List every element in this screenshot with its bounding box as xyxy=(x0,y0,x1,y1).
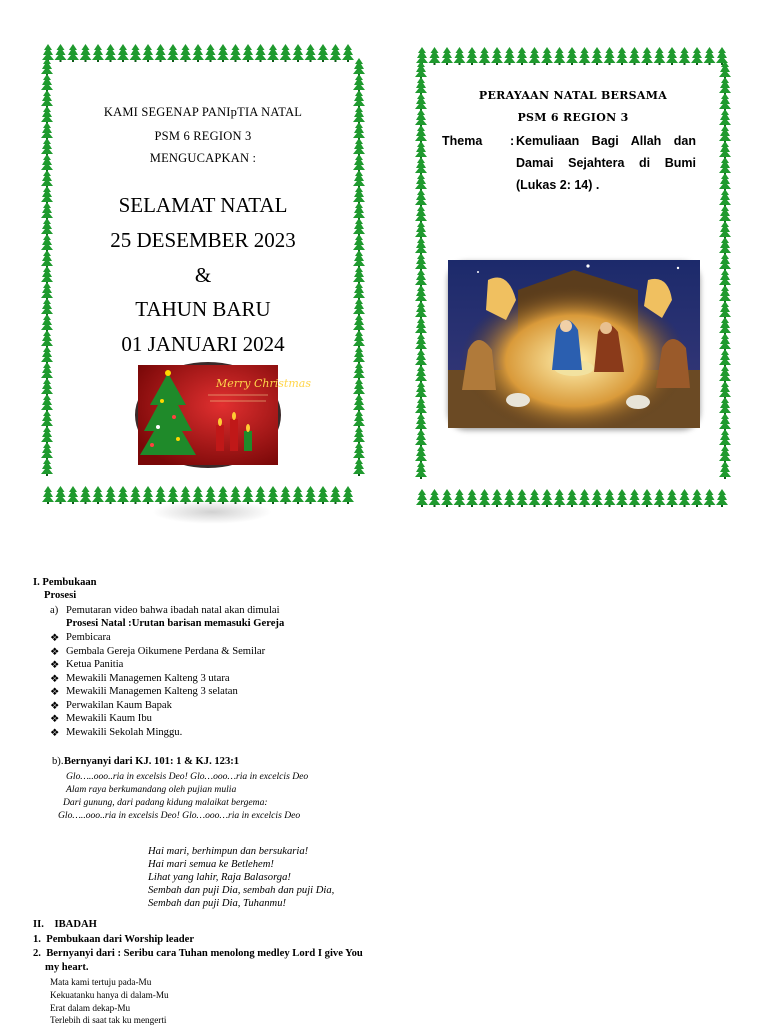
tree-icon xyxy=(719,157,731,175)
tree-icon xyxy=(529,489,541,507)
tree-icon xyxy=(719,413,731,431)
song2-line-4: Sembah dan puji Dia, sembah dan puji Dia, xyxy=(148,885,335,896)
tree-icon xyxy=(415,253,427,271)
tree-icon xyxy=(491,47,503,65)
svg-text:Merry Christmas: Merry Christmas xyxy=(216,377,311,390)
tree-icon xyxy=(716,489,728,507)
worship-item-2: 2. Bernyanyi dari : Seribu cara Tuhan menolong medley Lord I give You xyxy=(33,948,363,959)
procession-list-item: Gembala Gereja Oikumene Perdana & Semilar xyxy=(66,645,266,657)
tree-icon xyxy=(616,489,628,507)
tree-icon xyxy=(105,486,117,504)
tree-icon xyxy=(342,486,354,504)
tree-icon xyxy=(479,47,491,65)
tree-icon xyxy=(719,221,731,239)
tree-icon xyxy=(441,489,453,507)
tree-icon xyxy=(415,205,427,223)
tree-icon xyxy=(92,44,104,62)
tree-icon xyxy=(415,157,427,175)
tree-icon xyxy=(415,285,427,303)
tree-icon xyxy=(415,429,427,447)
tree-icon xyxy=(719,237,731,255)
tree-icon xyxy=(616,47,628,65)
tree-icon xyxy=(80,486,92,504)
theme-line-2: Damai Sejahtera di Bumi xyxy=(516,156,696,170)
tree-icon xyxy=(42,486,54,504)
tree-icon xyxy=(415,173,427,191)
event-title: PERAYAAN NATAL BERSAMA xyxy=(478,89,668,102)
tree-icon xyxy=(591,489,603,507)
tree-icon xyxy=(415,365,427,383)
bullet-icon: ❖ xyxy=(50,687,60,698)
tree-icon xyxy=(67,486,79,504)
theme-separator: : xyxy=(510,134,515,148)
tree-icon xyxy=(554,489,566,507)
tree-icon xyxy=(292,44,304,62)
tree-icon xyxy=(416,489,428,507)
bullet-icon: ❖ xyxy=(50,673,60,685)
tree-icon xyxy=(342,44,354,62)
tree-icon xyxy=(280,486,292,504)
tree-icon xyxy=(192,44,204,62)
tree-icon xyxy=(130,44,142,62)
theme-label: Thema xyxy=(442,134,483,148)
tree-icon xyxy=(719,269,731,287)
tree-icon xyxy=(55,44,67,62)
lyric-line-1: Mata kami tertuju pada-Mu xyxy=(50,977,152,987)
tree-icon xyxy=(516,47,528,65)
tree-icon xyxy=(415,269,427,287)
tree-icon xyxy=(429,489,441,507)
tree-icon xyxy=(691,47,703,65)
tree-icon xyxy=(292,486,304,504)
tree-icon xyxy=(579,489,591,507)
tree-icon xyxy=(466,47,478,65)
tree-icon xyxy=(415,61,427,79)
tree-icon xyxy=(719,285,731,303)
tree-icon xyxy=(719,205,731,223)
tree-icon xyxy=(719,333,731,351)
tree-icon xyxy=(604,489,616,507)
tree-icon xyxy=(719,317,731,335)
tree-icon xyxy=(719,61,731,79)
tree-icon xyxy=(719,397,731,415)
tree-icon xyxy=(92,486,104,504)
tree-icon xyxy=(317,486,329,504)
tree-icon xyxy=(591,47,603,65)
tree-icon xyxy=(666,489,678,507)
tree-icon xyxy=(105,44,117,62)
item-marker-a: a) xyxy=(50,605,59,616)
procession-list-item: Mewakili Managemen Kalteng 3 utara xyxy=(66,672,230,684)
worship-item-2-cont: my heart. xyxy=(45,962,89,973)
tree-icon xyxy=(353,394,365,412)
tree-icon xyxy=(704,489,716,507)
item-b-text: Bernyanyi dari KJ. 101: 1 & KJ. 123:1 xyxy=(64,756,240,767)
song1-line-3: Dari gunung, dari padang kidung malaikat bergema: xyxy=(63,797,268,808)
bullet-icon: ❖ xyxy=(50,714,60,725)
theme-line-1: Kemuliaan Bagi Allah dan xyxy=(516,134,696,148)
tree-icon xyxy=(415,301,427,319)
procession-list-item: Pembicara xyxy=(66,632,111,643)
tree-icon xyxy=(719,445,731,463)
procession-subheading: Prosesi xyxy=(44,590,77,601)
tree-icon xyxy=(504,489,516,507)
tree-icon xyxy=(167,44,179,62)
tree-icon xyxy=(353,410,365,428)
tree-icon xyxy=(529,47,541,65)
procession-list-item: Perwakilan Kaum Bapak xyxy=(66,699,172,711)
song2-line-5: Sembah dan puji Dia, Tuhanmu! xyxy=(148,898,287,909)
tree-icon xyxy=(654,489,666,507)
tree-icon xyxy=(217,44,229,62)
tree-icon xyxy=(466,489,478,507)
tree-icon xyxy=(719,429,731,447)
bullet-icon: ❖ xyxy=(50,700,60,712)
christmas-date: 25 DESEMBER 2023 xyxy=(110,228,296,252)
tree-icon xyxy=(255,44,267,62)
tree-icon xyxy=(415,125,427,143)
tree-icon xyxy=(155,44,167,62)
tree-icon xyxy=(142,44,154,62)
lyric-line-3: Erat dalam dekap-Mu xyxy=(50,1003,131,1013)
section-heading-opening: I. Pembukaan xyxy=(33,577,97,588)
tree-icon xyxy=(41,394,53,412)
tree-icon xyxy=(415,461,427,479)
tree-icon xyxy=(719,141,731,159)
tree-icon xyxy=(454,47,466,65)
tree-icon xyxy=(55,486,67,504)
tree-icon xyxy=(41,458,53,476)
lyric-line-4: Terlebih di saat tak ku mengerti xyxy=(50,1015,167,1025)
item-a-text: Pemutaran video bahwa ibadah natal akan dimulai xyxy=(66,605,280,616)
tree-icon xyxy=(415,413,427,431)
greeting-card-right xyxy=(414,45,732,507)
tree-icon xyxy=(679,489,691,507)
ampersand: & xyxy=(194,263,212,287)
new-year-date: 01 JANUARI 2024 xyxy=(121,332,285,356)
tree-icon xyxy=(554,47,566,65)
tree-icon xyxy=(719,173,731,191)
tree-icon xyxy=(353,362,365,380)
tree-icon xyxy=(719,349,731,367)
card-shadow xyxy=(152,500,272,524)
bullet-icon: ❖ xyxy=(50,633,60,644)
tree-icon xyxy=(704,47,716,65)
tree-icon xyxy=(541,489,553,507)
tree-icon xyxy=(629,47,641,65)
tree-icon xyxy=(41,410,53,428)
region-line: PSM 6 REGION 3 xyxy=(154,129,252,143)
theme-line-3: (Lukas 2: 14) . xyxy=(516,178,600,192)
tree-icon xyxy=(180,44,192,62)
tree-icon xyxy=(205,44,217,62)
procession-list-item: Ketua Panitia xyxy=(66,659,124,670)
tree-icon xyxy=(716,47,728,65)
tree-icon xyxy=(679,47,691,65)
tree-icon xyxy=(41,442,53,460)
tree-icon xyxy=(41,74,53,92)
tree-icon xyxy=(691,489,703,507)
tree-icon xyxy=(566,489,578,507)
tree-icon xyxy=(230,44,242,62)
tree-icon xyxy=(353,378,365,396)
tree-icon xyxy=(41,426,53,444)
tree-icon xyxy=(117,44,129,62)
tree-icon xyxy=(415,141,427,159)
tree-icon xyxy=(353,442,365,460)
song1-line-4: Glo…..ooo..ria in excelsis Deo! Glo…ooo…ria in excelcis Deo xyxy=(58,810,301,821)
tree-icon xyxy=(516,489,528,507)
song2-line-3: Lihat yang lahir, Raja Balasorga! xyxy=(148,872,291,883)
tree-icon xyxy=(541,47,553,65)
tree-icon xyxy=(415,349,427,367)
christmas-greeting: SELAMAT NATAL xyxy=(118,193,288,217)
tree-icon xyxy=(491,489,503,507)
tree-icon xyxy=(80,44,92,62)
tree-icon xyxy=(504,47,516,65)
tree-icon xyxy=(415,189,427,207)
tree-icon xyxy=(441,47,453,65)
tree-icon xyxy=(719,301,731,319)
tree-icon xyxy=(353,426,365,444)
tree-icon xyxy=(415,317,427,335)
tree-icon xyxy=(353,170,365,188)
tree-icon xyxy=(641,489,653,507)
tree-icon xyxy=(415,397,427,415)
tree-icon xyxy=(579,47,591,65)
tree-icon xyxy=(41,58,53,76)
tree-icon xyxy=(280,44,292,62)
new-year-greeting: TAHUN BARU xyxy=(135,297,271,321)
tree-icon xyxy=(641,47,653,65)
tree-icon xyxy=(604,47,616,65)
procession-list-item: Mewakili Kaum Ibu xyxy=(66,713,152,724)
tree-icon xyxy=(719,365,731,383)
tree-icon xyxy=(654,47,666,65)
event-region: PSM 6 REGION 3 xyxy=(517,111,629,124)
tree-icon xyxy=(415,445,427,463)
bullet-icon: ❖ xyxy=(50,727,60,739)
tree-icon xyxy=(454,489,466,507)
song2-line-1: Hai mari, berhimpun dan bersukaria! xyxy=(148,846,309,857)
greeting-intro: MENGUCAPKAN : xyxy=(149,151,257,165)
procession-list-item: Mewakili Sekolah Minggu. xyxy=(66,726,183,738)
tree-icon xyxy=(317,44,329,62)
tree-icon xyxy=(719,125,731,143)
tree-icon xyxy=(353,74,365,92)
tree-icon xyxy=(267,44,279,62)
tree-icon xyxy=(41,170,53,188)
tree-icon xyxy=(719,253,731,271)
tree-icon xyxy=(719,381,731,399)
tree-icon xyxy=(242,44,254,62)
song2-line-2: Hai mari semua ke Betlehem! xyxy=(148,859,274,870)
tree-icon xyxy=(41,362,53,380)
tree-icon xyxy=(353,58,365,76)
tree-icon xyxy=(353,458,365,476)
tree-icon xyxy=(719,461,731,479)
tree-icon xyxy=(566,47,578,65)
tree-icon xyxy=(415,333,427,351)
tree-icon xyxy=(130,486,142,504)
tree-icon xyxy=(305,486,317,504)
tree-icon xyxy=(666,47,678,65)
christmas-tree-image xyxy=(135,362,311,468)
worship-item-1: 1. Pembukaan dari Worship leader xyxy=(33,934,195,945)
tree-icon xyxy=(41,378,53,396)
committee-line: KAMI SEGENAP PANIpTIA NATAL xyxy=(103,105,303,119)
tree-icon xyxy=(305,44,317,62)
tree-icon xyxy=(415,381,427,399)
procession-title: Prosesi Natal :Urutan barisan memasuki Gereja xyxy=(66,618,285,629)
song1-line-2: Alam raya berkumandang oleh pujian mulia xyxy=(66,784,237,795)
tree-icon xyxy=(415,237,427,255)
tree-icon xyxy=(67,44,79,62)
nativity-scene-image xyxy=(448,260,700,428)
tree-icon xyxy=(42,44,54,62)
tree-icon xyxy=(330,44,342,62)
tree-icon xyxy=(117,486,129,504)
tree-icon xyxy=(629,489,641,507)
greeting-card-left xyxy=(40,42,366,504)
tree-icon xyxy=(719,189,731,207)
bullet-icon: ❖ xyxy=(50,646,60,658)
tree-icon xyxy=(479,489,491,507)
procession-list-item: Mewakili Managemen Kalteng 3 selatan xyxy=(66,686,238,697)
section-heading-worship: II. IBADAH xyxy=(33,919,97,930)
tree-icon xyxy=(330,486,342,504)
tree-icon xyxy=(416,47,428,65)
bullet-icon: ❖ xyxy=(50,660,60,671)
song1-line-1: Glo…..ooo..ria in excelsis Deo! Glo…ooo…ria in excelcis Deo xyxy=(66,771,309,782)
tree-icon xyxy=(429,47,441,65)
lyric-line-2: Kekuatanku hanya di dalam-Mu xyxy=(50,990,169,1000)
tree-icon xyxy=(415,221,427,239)
item-marker-b: b). xyxy=(52,756,64,767)
